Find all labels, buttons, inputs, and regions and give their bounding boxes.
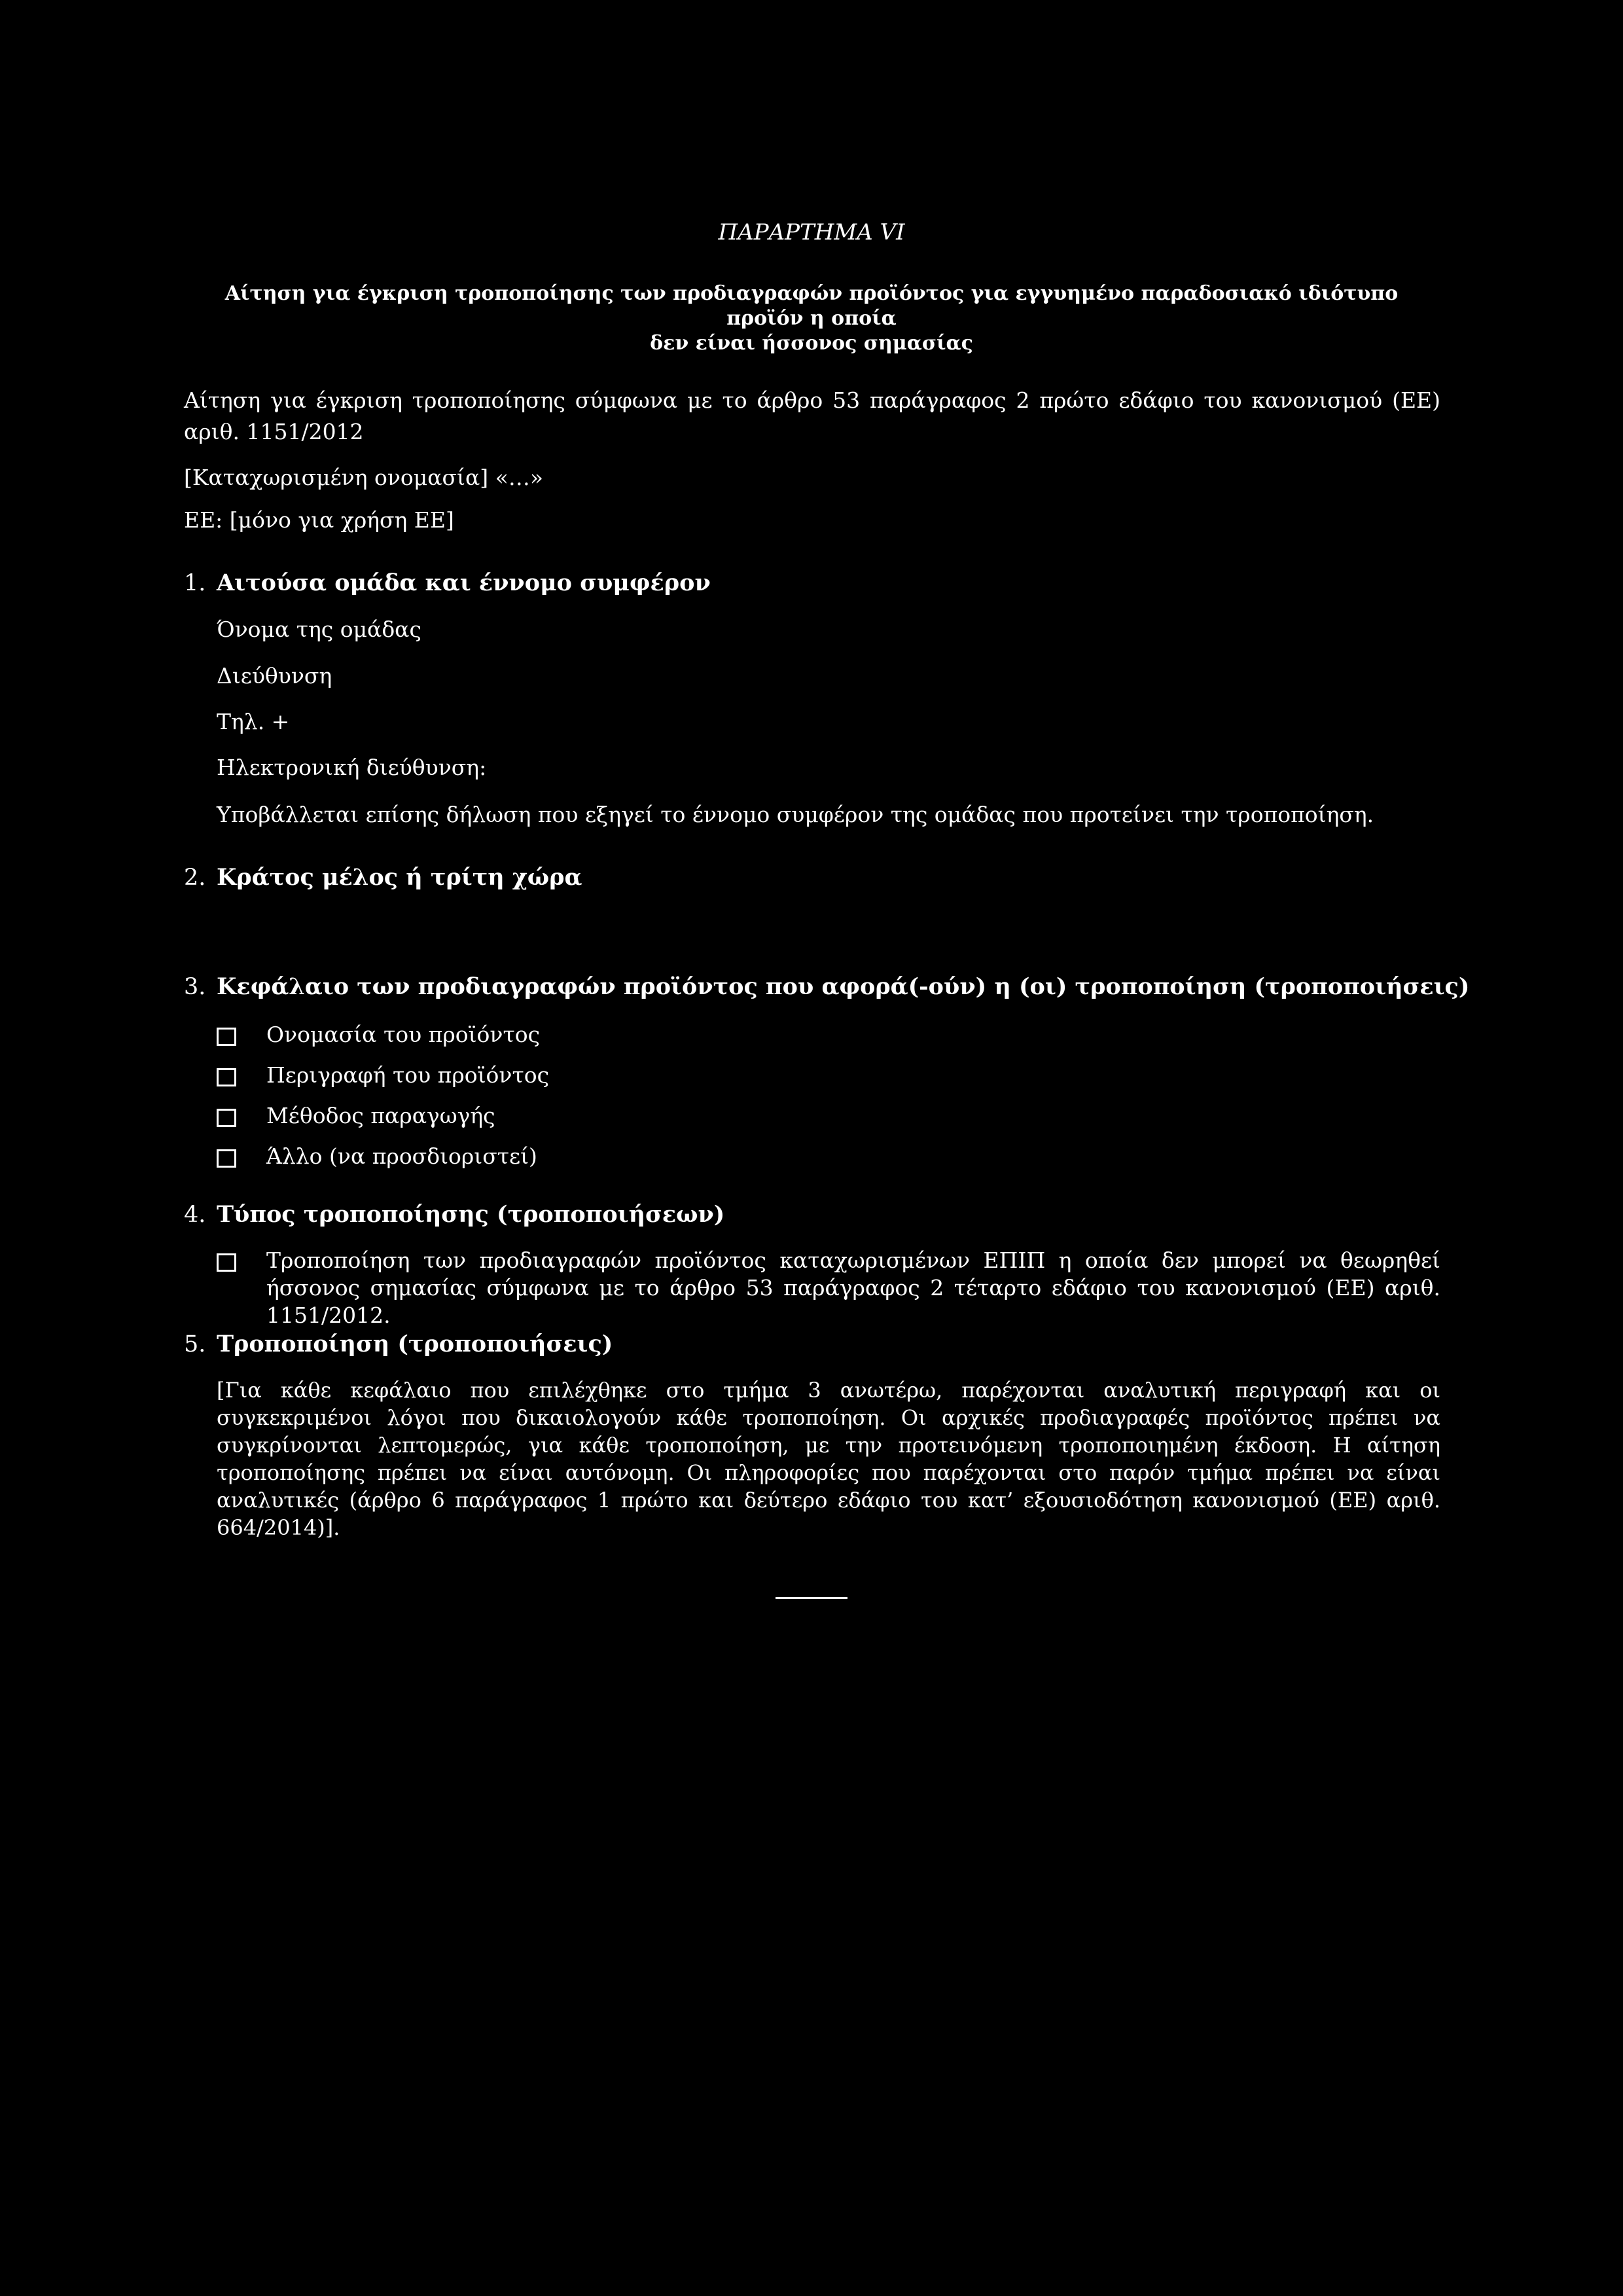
document-title-line1: Αίτηση για έγκριση τροποποίησης των προδιαγραφών προϊόντος για εγγυημένο παραδοσιακό ιδιότυπο προϊόν η οποία <box>224 282 1399 330</box>
section-2-heading <box>184 864 582 891</box>
section-3-heading <box>184 973 1469 1000</box>
option-product-name[interactable] <box>217 1021 540 1049</box>
address-field: Διεύθυνση <box>217 663 332 689</box>
checkbox[interactable] <box>217 1109 236 1127</box>
intro-paragraph: Αίτηση για έγκριση τροποποίησης σύμφωνα με το άρθρο 53 παράγραφος 2 πρώτο εδάφιο του κανονισμού (ΕΕ) αριθ. 1151/2012 <box>184 387 1440 444</box>
document-title-line2: δεν είναι ήσσονος σημασίας <box>650 332 973 355</box>
option-label: Τροποποίηση των προδιαγραφών προϊόντος καταχωρισμένων ΕΠΙΠ η οποία δεν μπορεί να θεωρηθεί ήσσονος σημασίας σύμφωνα με το άρθρο 53 παράγραφος 2 τέταρτο εδάφιο του κανονισμού (ΕΕ) αριθ. 1151/2012. <box>266 1247 1440 1328</box>
section-1-title: Αιτούσα ομάδα και έννομο συμφέρον <box>217 569 711 596</box>
section-4-title: Τύπος τροποποίησης (τροποποιήσεων) <box>217 1201 725 1228</box>
option-amendment-type[interactable] <box>217 1247 1440 1329</box>
end-rule <box>776 1597 847 1599</box>
option-label: Μέθοδος παραγωγής <box>266 1103 495 1128</box>
option-label: Περιγραφή του προϊόντος <box>266 1062 550 1088</box>
option-other[interactable] <box>217 1143 537 1170</box>
document-title <box>216 281 1407 356</box>
section-2-number: 2. <box>184 865 206 891</box>
checkbox[interactable] <box>217 1149 236 1168</box>
email-field: Ηλεκτρονική διεύθυνση: <box>217 755 487 780</box>
section-3-number: 3. <box>184 974 206 1000</box>
section-4-number: 4. <box>184 1202 206 1228</box>
section-5-number: 5. <box>184 1331 206 1357</box>
section-5-title: Τροποποίηση (τροποποιήσεις) <box>217 1331 613 1357</box>
checkbox[interactable] <box>217 1068 236 1086</box>
section-1-number: 1. <box>184 570 206 596</box>
eu-use-label: ΕΕ: [μόνο για χρήση ΕΕ] <box>184 507 454 533</box>
section-2-title: Κράτος μέλος ή τρίτη χώρα <box>217 864 582 891</box>
annex-title: ΠΑΡΑΡΤΗΜΑ VI <box>718 219 905 245</box>
section-5-heading <box>184 1331 613 1357</box>
section-1-heading <box>184 569 711 596</box>
option-production-method[interactable] <box>217 1102 495 1130</box>
section-4-heading <box>184 1201 724 1228</box>
checkbox[interactable] <box>217 1253 236 1272</box>
option-label: Άλλο (να προσδιοριστεί) <box>266 1143 537 1169</box>
legitimate-interest-note: Υποβάλλεται επίσης δήλωση που εξηγεί το έννομο συμφέρον της ομάδας που προτείνει την τροποποίηση. <box>217 802 1374 827</box>
option-label: Ονομασία του προϊόντος <box>266 1022 541 1047</box>
option-product-description[interactable] <box>217 1062 549 1089</box>
amendments-instructions: [Για κάθε κεφάλαιο που επιλέχθηκε στο τμήμα 3 ανωτέρω, παρέχονται αναλυτική περιγραφή και οι συγκεκριμένοι λόγοι που δικαιολογούν κάθε τροποποίηση. Οι αρχικές προδιαγραφές προϊόντος πρέπει να συγκρίνονται λεπτομερώς, για κάθε τροποποίηση, με την προτεινόμενη τροποποιημένη έκδοση. Η αίτηση τροποποίησης πρέπει να είναι αυτόνομη. Οι πληροφορίες που παρέχονται στο παρόν τμήμα πρέπει να είναι αναλυτικές (άρθρο 6 παράγραφος 1 πρώτο και δεύτερο εδάφιο του κατ’ εξουσιοδότηση κανονισμού (ΕΕ) αριθ. 664/2014)]. <box>217 1378 1440 1540</box>
checkbox[interactable] <box>217 1028 236 1046</box>
registered-name: [Καταχωρισμένη ονομασία] «…» <box>184 465 544 490</box>
group-name-field: Όνομα της ομάδας <box>217 617 421 642</box>
section-3-title: Κεφάλαιο των προδιαγραφών προϊόντος που αφορά(-ούν) η (οι) τροποποίηση (τροποποιήσεις) <box>217 973 1470 1000</box>
phone-field: Τηλ. + <box>217 709 290 734</box>
